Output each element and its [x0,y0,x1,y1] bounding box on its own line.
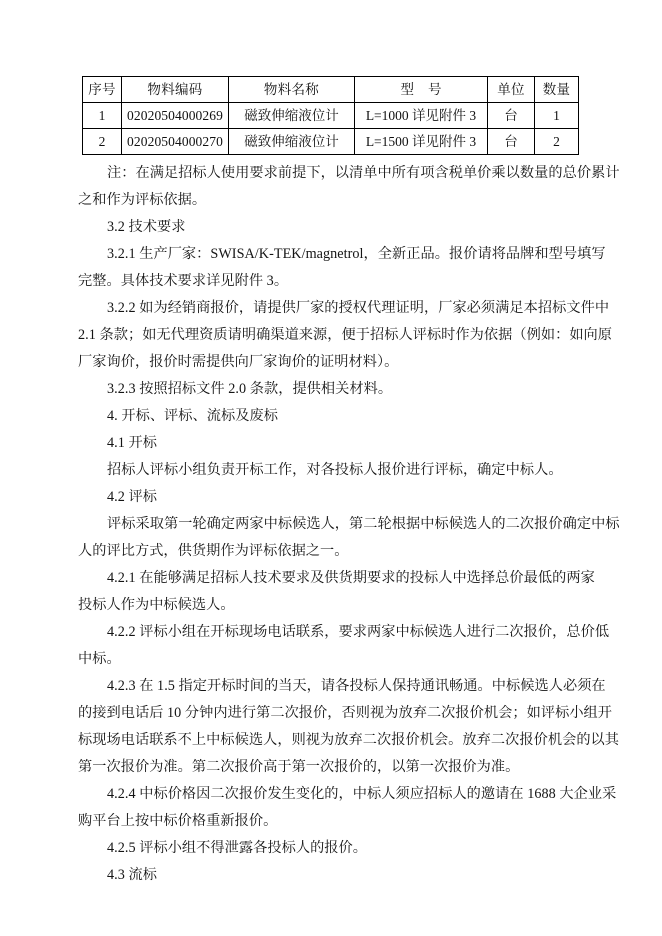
cell-unit: 台 [488,103,535,129]
paragraph-line: 3.2.3 按照招标文件 2.0 条款，提供相关材料。 [107,381,393,397]
cell-qty: 2 [535,129,579,155]
cell-model: L=1500 详见附件 3 [355,129,488,155]
heading-3-2: 3.2 技术要求 [107,219,186,235]
paragraph-line: 中标。 [78,651,121,667]
paragraph-line: 3.2.1 生产厂家：SWISA/K-TEK/magnetrol，全新正品。报价请将品牌和型号填写 [107,246,606,262]
cell-unit: 台 [488,129,535,155]
column-header-unit: 单位 [488,77,535,103]
column-header-model-left: 型 [400,82,414,97]
materials-table-container [82,76,578,155]
cell-name: 磁致伸缩液位计 [229,129,355,155]
heading-4-2: 4.2 评标 [107,489,157,505]
column-header-qty: 数量 [535,77,579,103]
paragraph-line: 4.2.2 评标小组在开标现场电话联系，要求两家中标候选人进行二次报价，总价低 [107,624,610,640]
cell-qty: 1 [535,103,579,129]
paragraph-line: 标现场电话联系不上中标候选人，则视为放弃二次报价机会。放弃二次报价机会的以其 [78,732,620,748]
paragraph-line: 4.2.3 在 1.5 指定开标时间的当天，请各投标人保持通讯畅通。中标候选人必须在 [107,678,606,694]
paragraph-line: 厂家询价，报价时需提供向厂家询价的证明材料）。 [78,354,399,370]
paragraph-line: 评标采取第一轮确定两家中标候选人，第二轮根据中标候选人的二次报价确定中标 [107,516,620,532]
column-header-name: 物料名称 [229,77,355,103]
paragraph-line: 第一次报价为准。第二次报价高于第一次报价的，以第一次报价为准。 [78,759,520,775]
materials-table [82,76,579,155]
paragraph-line: 之和作为评标依据。 [78,192,207,208]
cell-code: 02020504000269 [122,103,229,129]
heading-4-1: 4.1 开标 [107,435,157,451]
column-header-model-right: 号 [428,82,442,97]
column-header-code: 物料编码 [122,77,229,103]
paragraph-line: 注：在满足招标人使用要求前提下，以清单中所有项含税单价乘以数量的总价累计 [107,165,620,181]
table-header-row [83,77,579,103]
paragraph-line: 4.2.5 评标小组不得泄露各投标人的报价。 [107,840,368,856]
column-header-model [355,77,488,103]
cell-code: 02020504000270 [122,129,229,155]
cell-seq: 1 [83,103,122,129]
paragraph-line: 人的评比方式，供货期作为评标依据之一。 [78,543,349,559]
cell-seq: 2 [83,129,122,155]
document-body [78,160,620,889]
table-row [83,103,579,129]
paragraph-line: 完整。具体技术要求详见附件 3。 [78,273,289,289]
paragraph-line: 投标人作为中标候选人。 [78,597,235,613]
paragraph-line: 2.1 条款；如无代理资质请明确渠道来源，便于招标人评标时作为依据（例如：如向原 [78,327,613,343]
cell-model: L=1000 详见附件 3 [355,103,488,129]
paragraph-line: 3.2.2 如为经销商报价，请提供厂家的授权代理证明，厂家必须满足本招标文件中 [107,300,610,316]
table-row [83,129,579,155]
column-header-seq: 序号 [83,77,122,103]
cell-name: 磁致伸缩液位计 [229,103,355,129]
paragraph-line: 招标人评标小组负责开标工作，对各投标人报价进行评标，确定中标人。 [107,462,563,478]
heading-4: 4. 开标、评标、流标及废标 [107,408,278,424]
paragraph-line: 4.2.1 在能够满足招标人技术要求及供货期要求的投标人中选择总价最低的两家 [107,570,595,586]
heading-4-3: 4.3 流标 [107,867,157,883]
paragraph-line: 4.2.4 中标价格因二次报价发生变化的，中标人须应招标人的邀请在 1688 大企业采 [107,786,617,802]
paragraph-line: 的接到电话后 10 分钟内进行第二次报价，否则视为放弃二次报价机会；如评标小组开 [78,705,613,721]
paragraph-line: 购平台上按中标价格重新报价。 [78,813,278,829]
